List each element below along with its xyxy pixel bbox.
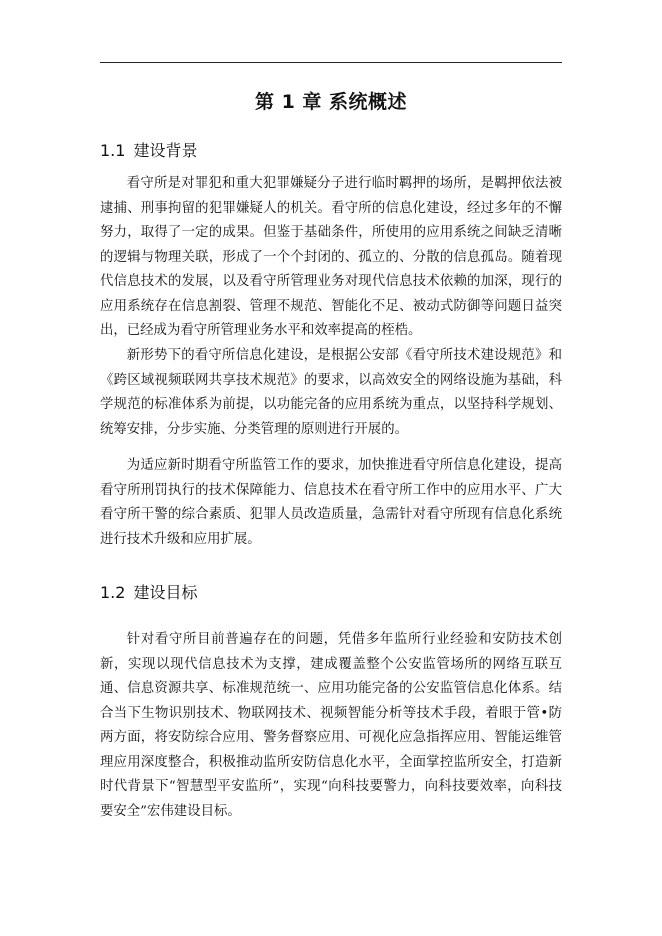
section-number: 1.1 [100, 141, 126, 160]
chapter-title: 第 1 章 系统概述 [254, 91, 408, 113]
body-paragraph: 为适应新时期看守所监管工作的要求，加快推进看守所信息化建设，提高看守所刑罚执行的技术保障能力、信息技术在看守所工作中的应用水平、广大看守所干警的综合素质、犯罪人员改造质量，急需针对看守所现有信息化系统进行技术升级和应用扩展。 [100, 458, 562, 547]
section-title: 建设目标 [133, 583, 198, 602]
section-number: 1.2 [100, 583, 126, 602]
header-rule [100, 62, 562, 63]
section-heading-1-2 [100, 582, 562, 604]
body-paragraph: 针对看守所目前普遍存在的问题，凭借多年监所行业经验和安防技术创新，实现以现代信息技术为支撑，建成覆盖整个公安监管场所的网络互联互通、信息资源共享、标准规范统一、应用功能完备的公安监管信息化体系。结合当下生物识别技术、物联网技术、视频智能分析等技术手段，着眼于管•防两方面，将安防综合应用、警务督察应用、可视化应急指挥应用、智能运维管理应用深度整合，积极推动监所安防信息化水平，全面掌控监所安全，打造新时代背景下“智慧型平安监所”，实现“向科技要警力，向科技要效率，向科技要安全”宏伟建设目标。 [100, 632, 562, 819]
document-page [100, 0, 562, 936]
section-heading-1-1 [100, 140, 562, 162]
body-paragraph: 看守所是对罪犯和重大犯罪嫌疑分子进行临时羁押的场所，是羁押依法被逮捕、刑事拘留的犯罪嫌疑人的机关。看守所的信息化建设，经过多年的不懈努力，取得了一定的成果。但鉴于基础条件，所使用的应用系统之间缺乏清晰的逻辑与物理关联，形成了一个个封闭的、孤立的、分散的信息孤岛。随着现代信息技术的发展，以及看守所管理业务对现代信息技术依赖的加深，现行的应用系统存在信息割裂、管理不规范、智能化不足、被动式防御等问题日益突出，已经成为看守所管理业务水平和效率提高的桎梏。 [100, 176, 562, 338]
body-paragraph: 新形势下的看守所信息化建设，是根据公安部《看守所技术建设规范》和《跨区域视频联网共享技术规范》的要求，以高效安全的网络设施为基础，科学规范的标准体系为前提，以功能完备的应用系统为重点，以坚持科学规划、统筹安排，分步实施、分类管理的原则进行开展的。 [100, 348, 562, 437]
section-title: 建设背景 [133, 141, 198, 160]
